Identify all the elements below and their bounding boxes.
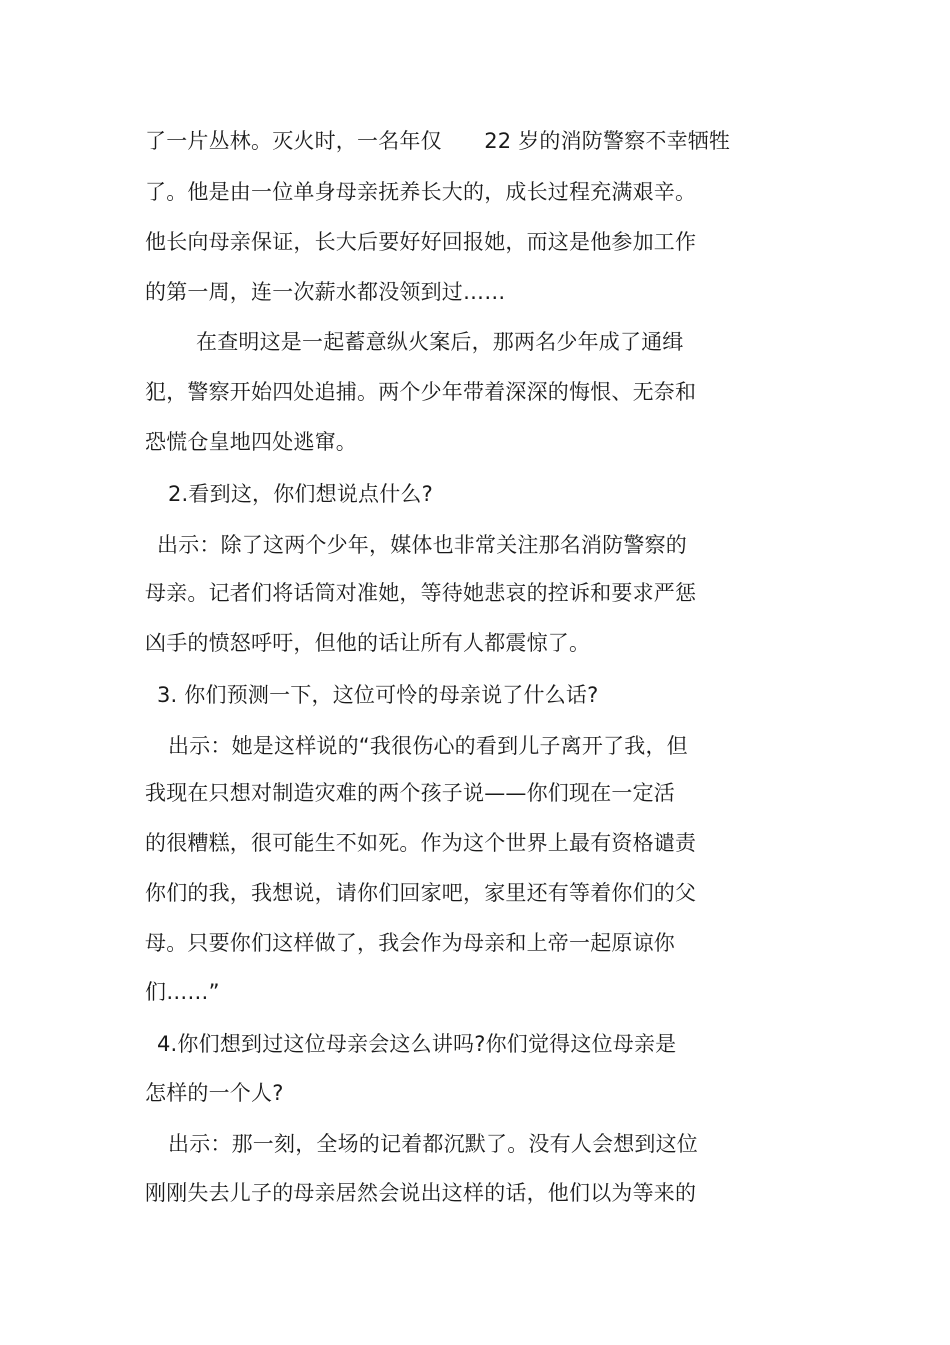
text-line-2: 了。他是由一位单身母亲抚养长大的，成长过程充满艰辛。 xyxy=(145,180,697,204)
question-4: 4.你们想到过这位母亲会这么讲吗?你们觉得这位母亲是 xyxy=(157,1032,677,1056)
text-line-11: 凶手的愤怒呼吁，但他的话让所有人都震惊了。 xyxy=(145,631,591,655)
text-line-22: 刚刚失去儿子的母亲居然会说出这样的话，他们以为等来的 xyxy=(145,1181,697,1205)
text-line-20: 怎样的一个人? xyxy=(145,1081,284,1105)
text-line-18: 们……” xyxy=(145,980,220,1004)
text-line-7: 恐慌仓皇地四处逃窜。 xyxy=(145,430,357,454)
text-line-3: 他长向母亲保证，长大后要好好回报她，而这是他参加工作 xyxy=(145,230,697,254)
paragraph-indent-line: 在查明这是一起蓄意纵火案后，那两名少年成了通缉 xyxy=(196,330,684,354)
text-line-4: 的第一周，连一次薪水都没领到过…… xyxy=(145,280,506,304)
text-line-21: 出示：那一刻，全场的记着都沉默了。没有人会想到这位 xyxy=(168,1132,698,1156)
text-line-1: 了一片丛林。灭火时，一名年仅 22 岁的消防警察不幸牺牲 xyxy=(145,129,731,153)
text-line-14: 我现在只想对制造灾难的两个孩子说——你们现在一定活 xyxy=(145,781,675,805)
text-line-17: 母。只要你们这样做了，我会作为母亲和上帝一起原谅你 xyxy=(145,931,675,955)
text-line-16: 你们的我，我想说，请你们回家吧，家里还有等着你们的父 xyxy=(145,881,697,905)
question-2: 2.看到这，你们想说点什么? xyxy=(168,482,433,506)
text-line-13: 出示：她是这样说的“我很伤心的看到儿子离开了我，但 xyxy=(168,734,688,758)
text-line-6: 犯，警察开始四处追捕。两个少年带着深深的悔恨、无奈和 xyxy=(145,380,697,404)
question-3: 3. 你们预测一下，这位可怜的母亲说了什么话? xyxy=(157,683,599,707)
text-line-15: 的很糟糕，很可能生不如死。作为这个世界上最有资格谴责 xyxy=(145,831,697,855)
text-line-10: 母亲。记者们将话筒对准她，等待她悲哀的控诉和要求严惩 xyxy=(145,581,697,605)
text-line-9: 出示：除了这两个少年，媒体也非常关注那名消防警察的 xyxy=(157,533,687,557)
